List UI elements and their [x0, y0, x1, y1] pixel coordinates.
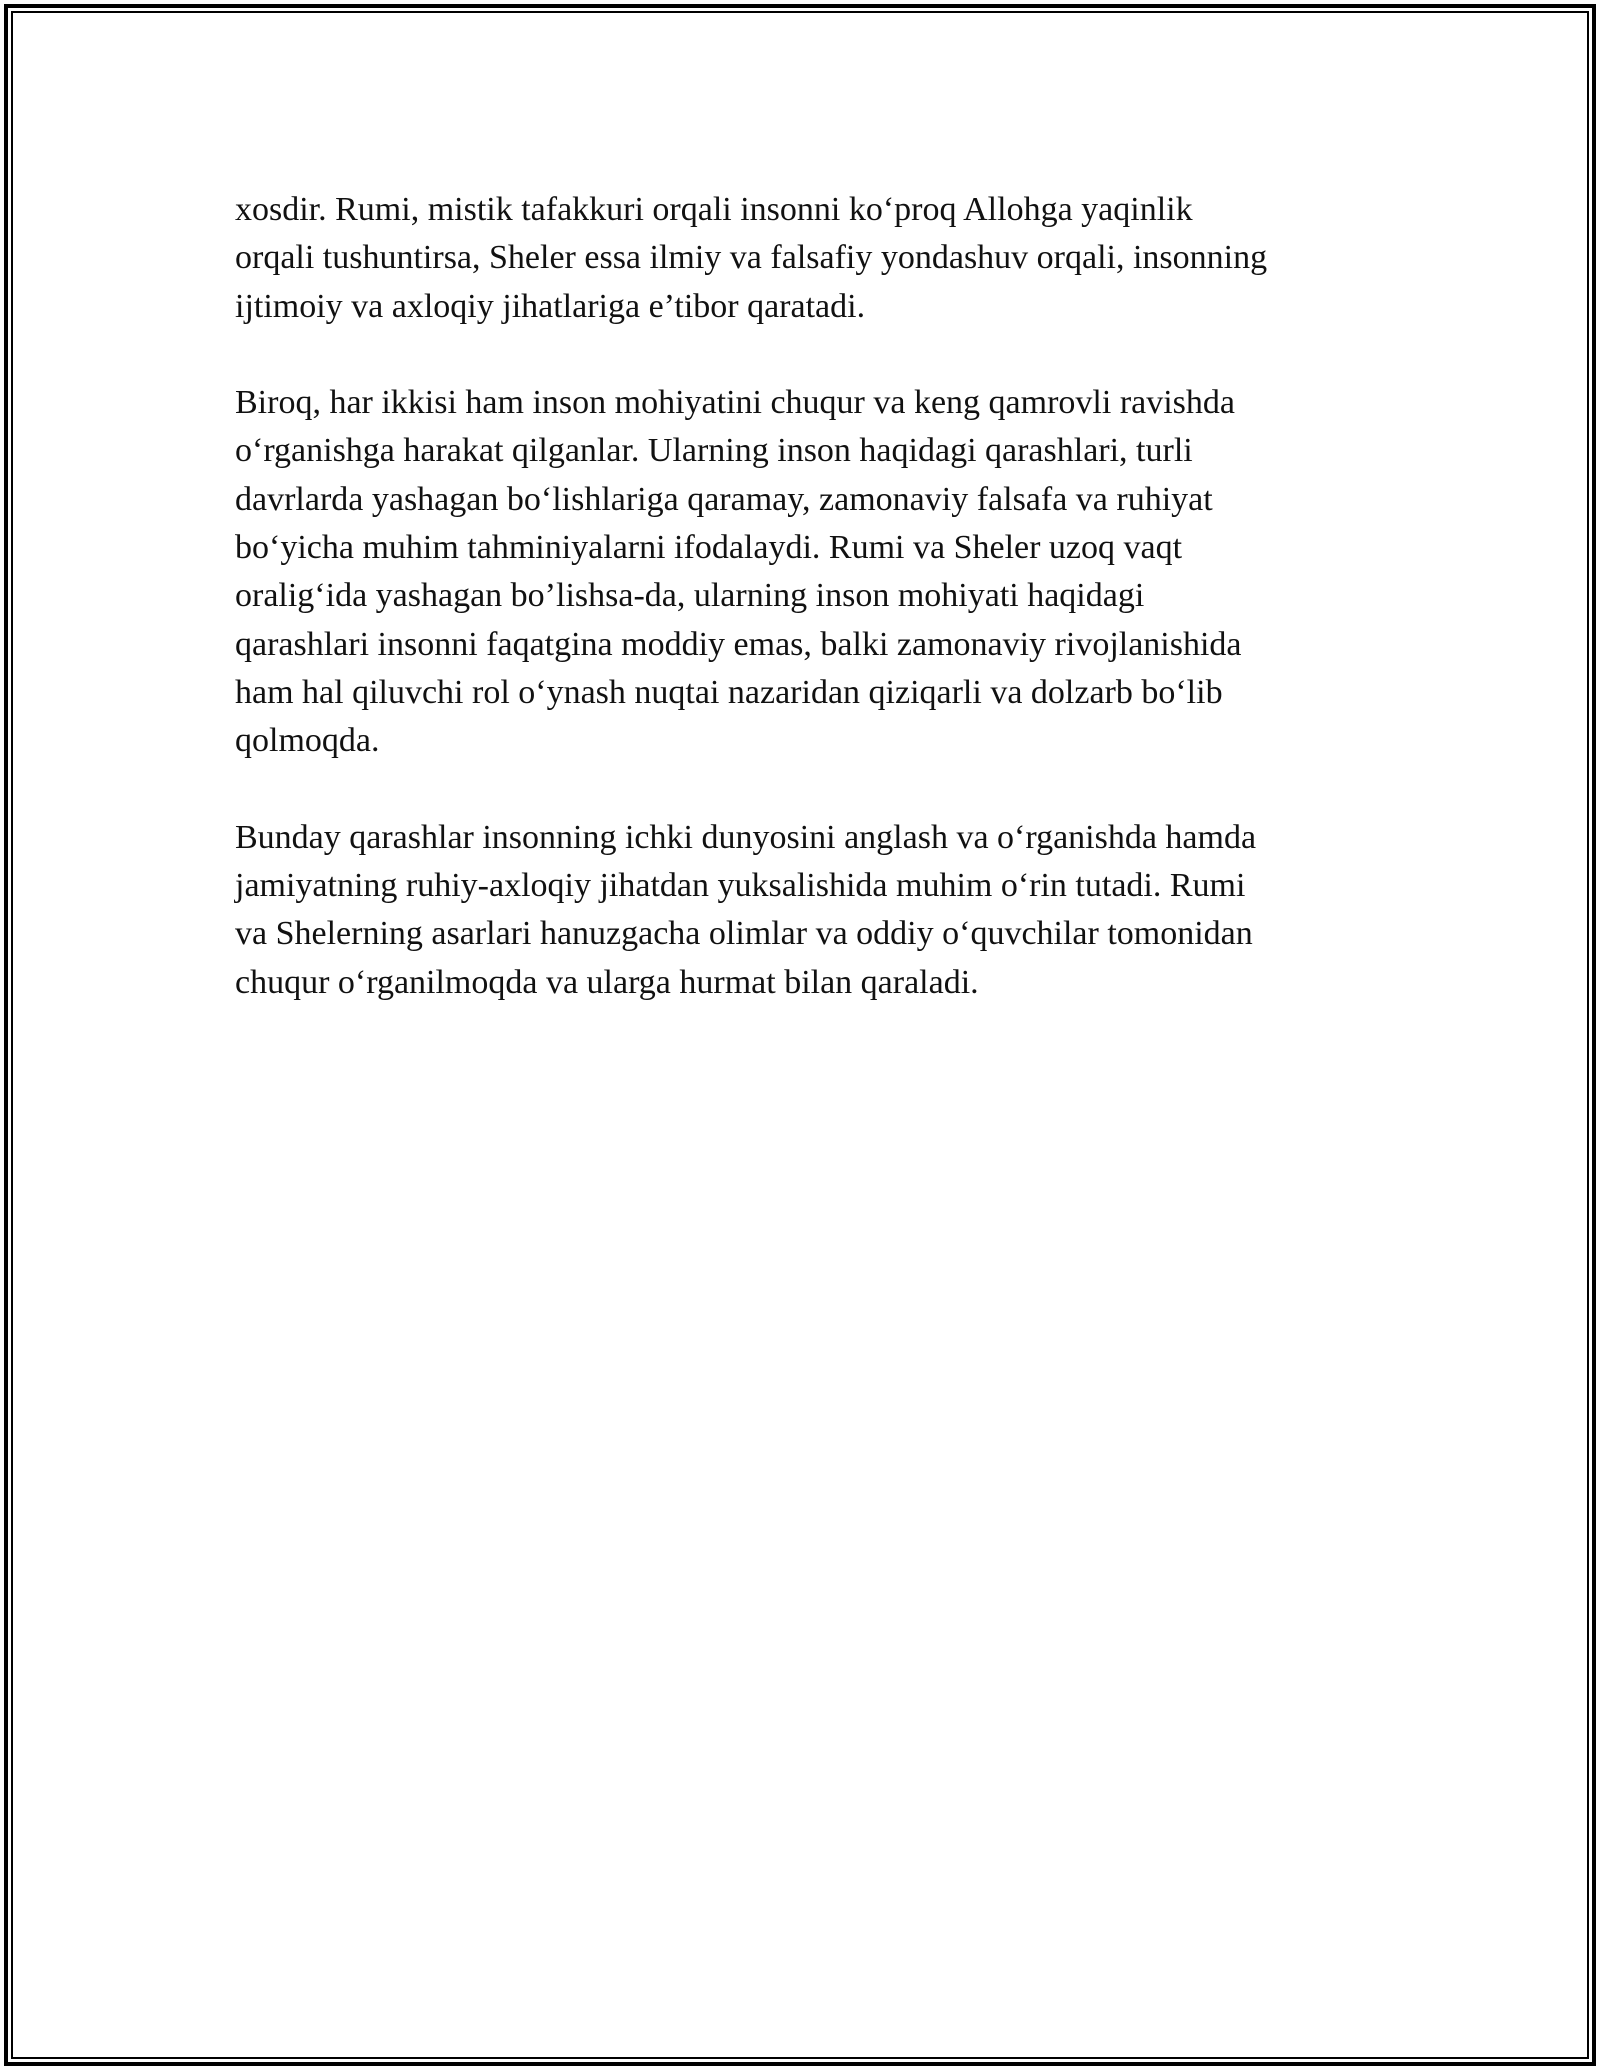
- text-line: Biroq, har ikkisi ham inson mohiyatini chuqur va keng qamrovli ravishda: [235, 384, 1235, 422]
- text-line: o‘rganishga harakat qilganlar. Ularning inson haqidagi qarashlari, turli: [235, 432, 1193, 470]
- paragraph-2: [235, 379, 1355, 765]
- text-line: oralig‘ida yashagan bo’lishsa-da, ularning inson mohiyati haqidagi: [235, 577, 1145, 615]
- text-line: ijtimoiy va axloqiy jihatlariga e’tibor qaratadi.: [235, 287, 866, 325]
- text-line: xosdir. Rumi, mistik tafakkuri orqali insonni ko‘proq Allohga yaqinlik: [235, 191, 1193, 228]
- text-line: qarashlari insonni faqatgina moddiy emas, balki zamonaviy rivojlanishida: [235, 625, 1242, 663]
- text-line: jamiyatning ruhiy-axloqiy jihatdan yuksalishida muhim o‘rin tutadi. Rumi: [235, 867, 1246, 905]
- document-body: [235, 186, 1355, 1055]
- text-line: qolmoqda.: [235, 722, 380, 760]
- paragraph-3: [235, 814, 1355, 1007]
- text-line: davrlarda yashagan bo‘lishlariga qaramay, zamonaviy falsafa va ruhiyat: [235, 480, 1213, 518]
- paragraph-1: [235, 186, 1355, 331]
- text-line: bo‘yicha muhim tahminiyalarni ifodalaydi. Rumi va Sheler uzoq vaqt: [235, 529, 1183, 567]
- text-line: va Shelerning asarlari hanuzgacha olimlar va oddiy o‘quvchilar tomonidan: [235, 915, 1253, 953]
- text-line: Bunday qarashlar insonning ichki dunyosini anglash va o‘rganishda hamda: [235, 818, 1257, 856]
- text-line: chuqur o‘rganilmoqda va ularga hurmat bilan qaraladi.: [235, 963, 979, 1001]
- text-line: ham hal qiluvchi rol o‘ynash nuqtai nazaridan qiziqarli va dolzarb bo‘lib: [235, 673, 1223, 711]
- text-line: orqali tushuntirsa, Sheler essa ilmiy va falsafiy yondashuv orqali, insonning: [235, 239, 1268, 277]
